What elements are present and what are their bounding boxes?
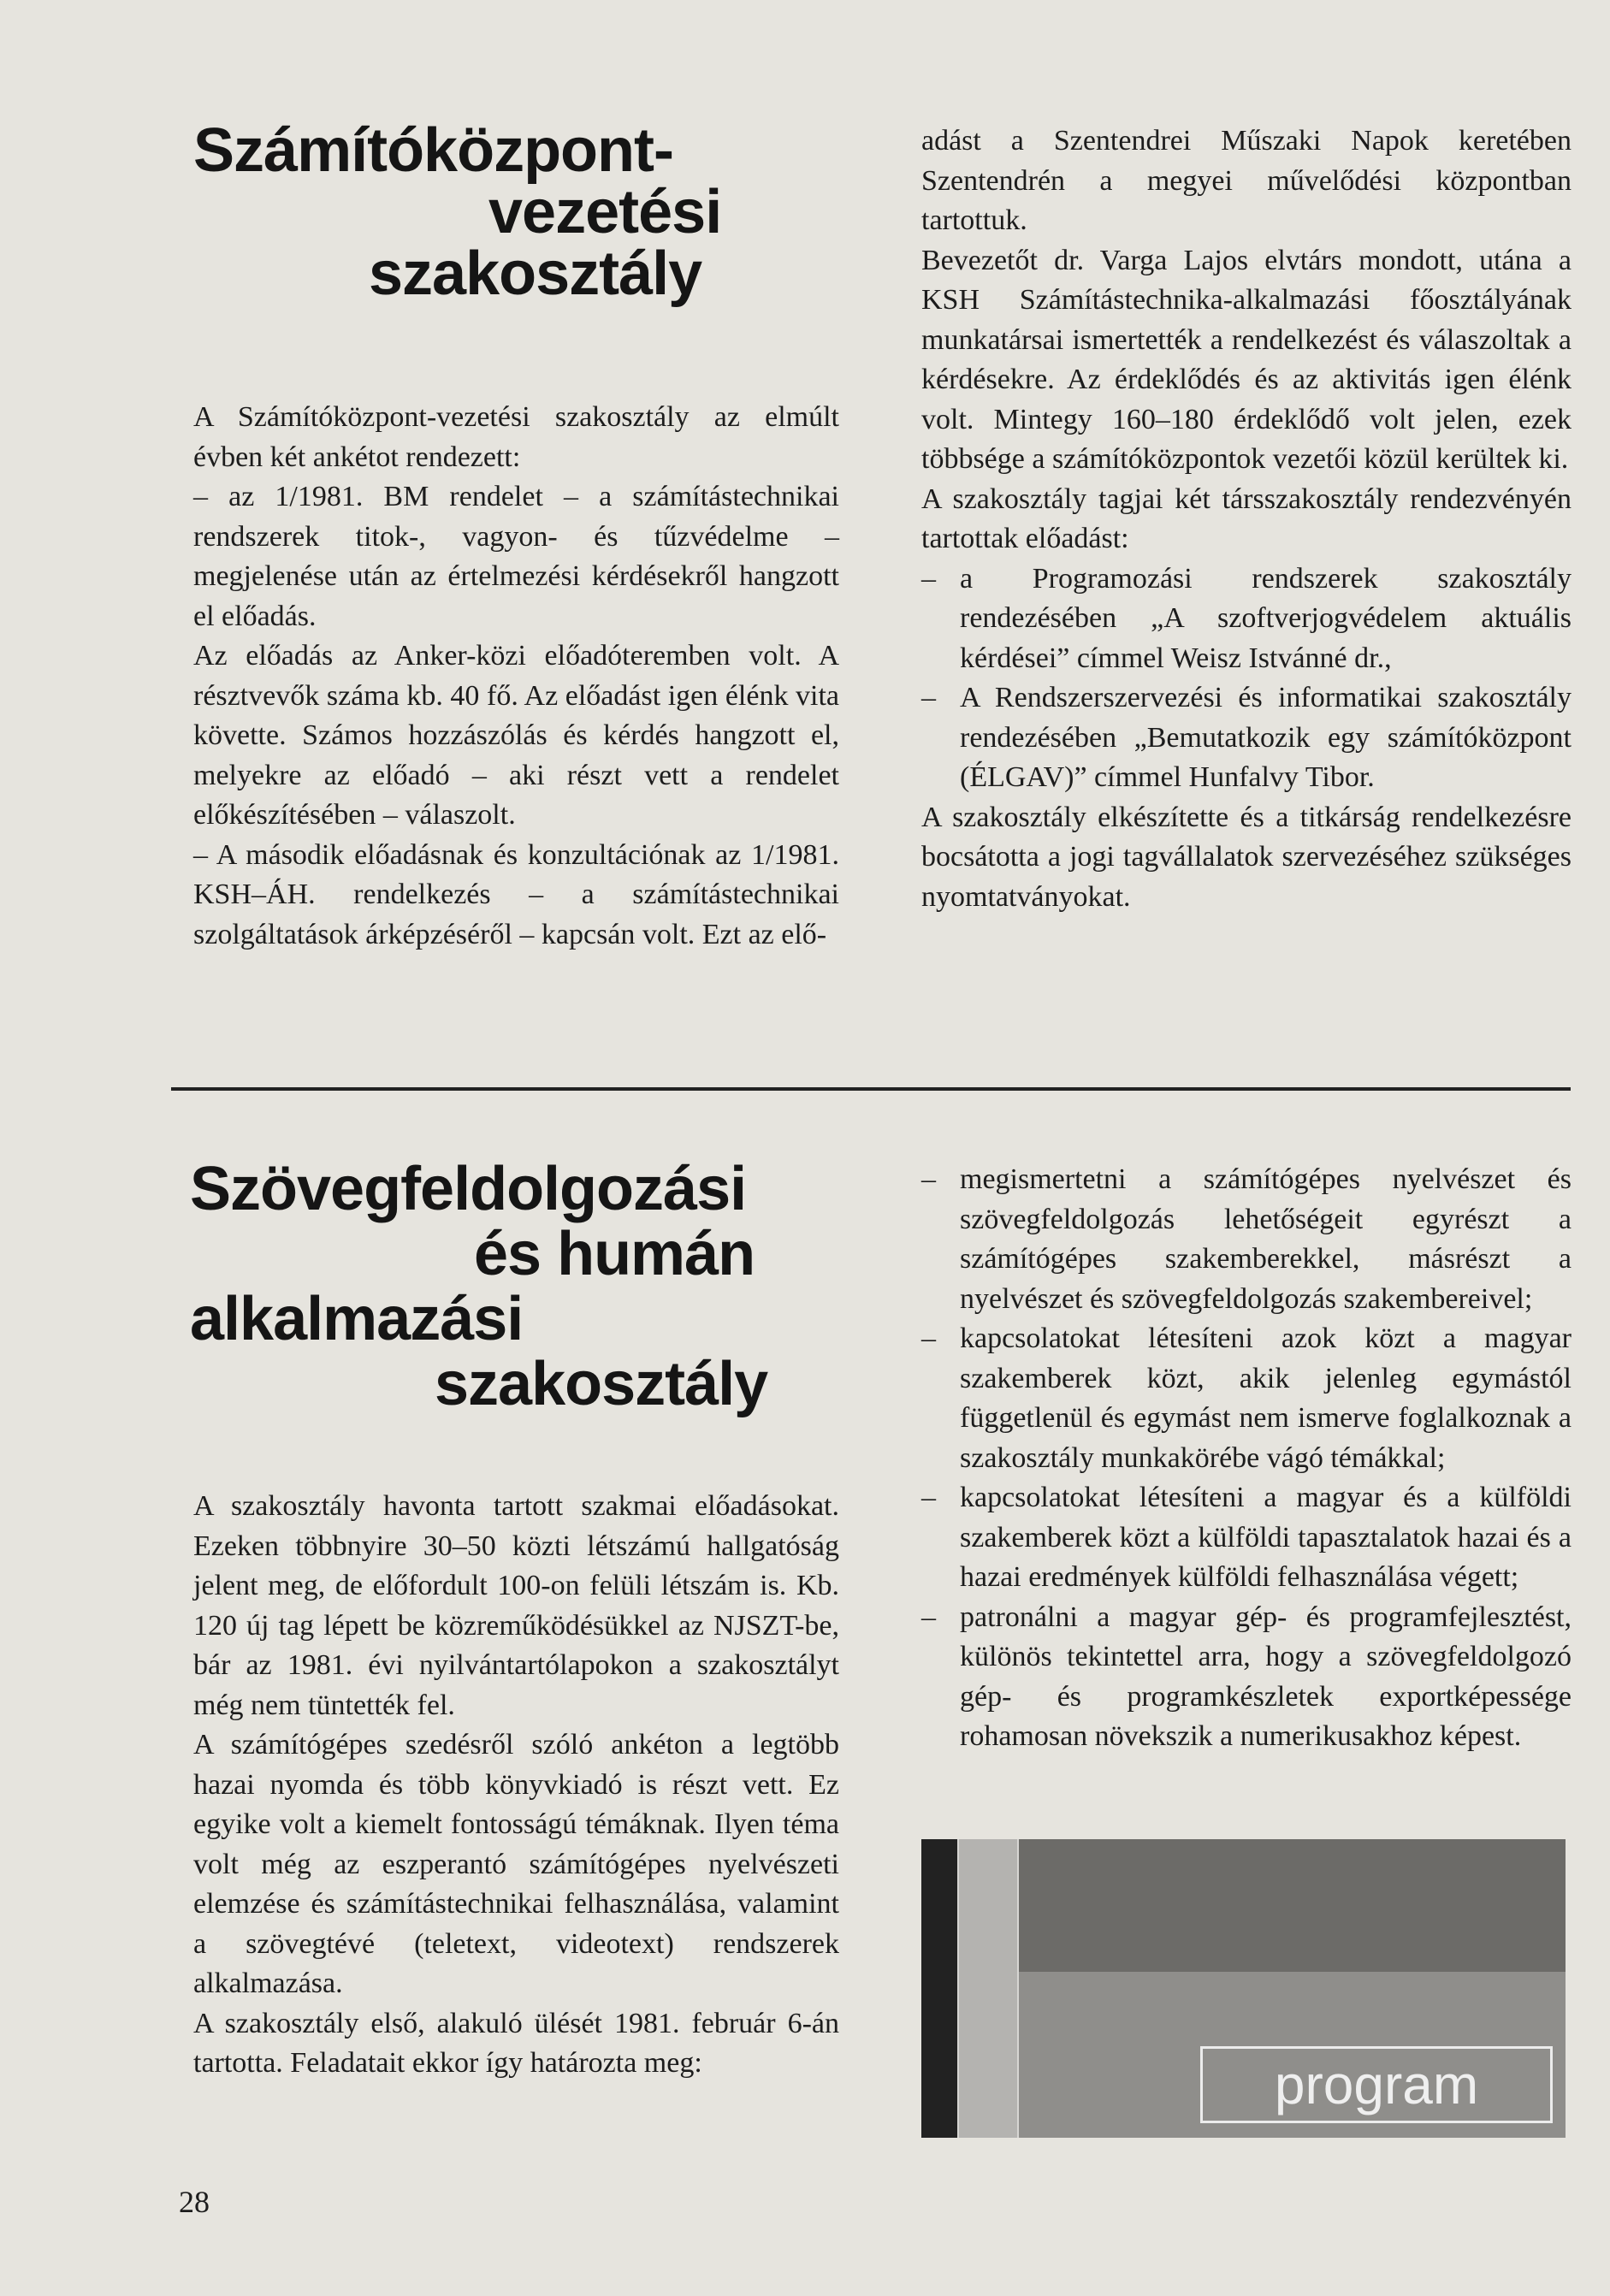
page-number: 28 [179, 2185, 210, 2219]
section1-closing: A szakosztály elkészítette és a titkárság rendelkezésre bocsátotta a jogi tagvállalatok szervezéséhez szükséges nyomtatványokat. [921, 801, 1572, 913]
task-item: – kapcsolatokat létesíteni a magyar és a külföldi szakemberek közt a külföldi tapasztalatok hazai és a hazai eredmények külföldi felhasználása végett; [921, 1478, 1572, 1598]
graphic-bar [959, 1839, 1017, 2138]
section2-paragraph: A szakosztály havonta tartott szakmai előadásokat. Ezeken többnyire 30–50 közti létszámú hallgatóság jelent meg, de előfordult 100-on felüli létszám is. Kb. 120 új tag lépett be közreműködésükkel az NJSZT-be, bár az 1981. évi nyilvántartólapokon a szakosztályt még nem tüntették fel. [193, 1490, 839, 1721]
section2-paragraph: A szakosztály első, alakuló ülését 1981. február 6-án tartotta. Feladatait ekkor így határozta meg: [193, 2007, 839, 2079]
section1-talk-item: – A Rendszerszervezési és informatikai szakosztály rendezésében „Bemutatkozik egy számítóközpont (ÉLGAV)” címmel Hunfalvy Tibor. [921, 678, 1572, 798]
section1-intro: A Számítóközpont-vezetési szakosztály az elmúlt évben két ankétot rendezett: [193, 401, 839, 473]
section2-body [193, 1487, 839, 2084]
section1-cont-paragraph: adást a Szentendrei Műszaki Napok keretében Szentendrén a megyei művelődési központban tartottuk. [921, 125, 1572, 236]
task-item: – kapcsolatokat létesíteni azok közt a magyar szakemberek közt, akik jelenleg egymástól függetlenül és egymást nem ismerve foglalkoznak a szakosztály munkakörébe vágó témákkal; [921, 1319, 1572, 1478]
section2-title: Szövegfeldolgozási és humán alkalmazási szakosztály [190, 1155, 768, 1418]
task-item: – megismertetni a számítógépes nyelvészet és szövegfeldolgozás lehetőségeit egyrészt a számítógépes szakemberekkel, másrészt a nyelvészet és szövegfeldolgozás szakembereivel; [921, 1160, 1572, 1319]
section1-cont-paragraph: Bevezetőt dr. Varga Lajos elvtárs mondott, utána a KSH Számítástechnika-alkalmazási főosztályának munkatársai ismertették a rendelkezést és válaszoltak a kérdésekre. Az érdeklődés és az aktivitás igen élénk volt. Mintegy 160–180 érdeklődő volt jelen, ezek többsége a számítóközpontok vezetői közül kerültek ki. [921, 244, 1572, 475]
section1-talk1: – az 1/1981. BM rendelet – a számítástechnikai rendszerek titok-, vagyon- és tűzvédelme – megjelenése után az értelmezési kérdésekről hangzott el előadás. [193, 481, 839, 632]
program-label: program [1200, 2046, 1553, 2123]
section1-title: Számítóközpont- vezetési szakosztály [193, 116, 722, 308]
graphic-bar [921, 1839, 957, 2138]
graphic-bar [1019, 1839, 1566, 1972]
section1-continued [921, 121, 1572, 917]
section1-talk2: – A második előadásnak és konzultációnak az 1/1981. KSH–ÁH. rendelkezés – a számítástechnikai szolgáltatások árképzéséről – kapcsán volt. Ezt az elő- [193, 838, 839, 950]
section1-talk1-details: Az előadás az Anker-közi előadóteremben volt. A résztvevők száma kb. 40 fő. Az előadást igen élénk vita követte. Számos hozzászólás és kérdés hangzott el, melyekre az előadó – aki részt vett a rendelet előkészítésében – válaszolt. [193, 640, 839, 831]
section2-tasks [921, 1160, 1572, 1757]
program-graphic [921, 1839, 1566, 2138]
section2-paragraph: A számítógépes szedésről szóló ankéton a legtöbb hazai nyomda és több könyvkiadó is részt vett. Ez egyike volt a kiemelt fontosságú témáknak. Ilyen téma volt még az eszperantó számítógépes nyelvészeti elemzése és számítástechnikai felhasználása, valamint a szövegtévé (teletext, videotext) rendszerek alkalmazása. [193, 1729, 839, 1999]
task-item: – patronálni a magyar gép- és programfejlesztést, különös tekintettel arra, hogy a szövegfeldolgozó gép- és programkészletek exportképessége rohamosan növekszik a numerikusakhoz képest. [921, 1598, 1572, 1757]
section-divider [171, 1087, 1571, 1091]
section1-talk-item: – a Programozási rendszerek szakosztály rendezésében „A szoftverjogvédelem aktuális kérdései” címmel Weisz Istvánné dr., [921, 559, 1572, 679]
section1-body [193, 398, 839, 955]
section1-cont-paragraph: A szakosztály tagjai két társszakosztály rendezvényén tartottak előadást: [921, 482, 1572, 554]
